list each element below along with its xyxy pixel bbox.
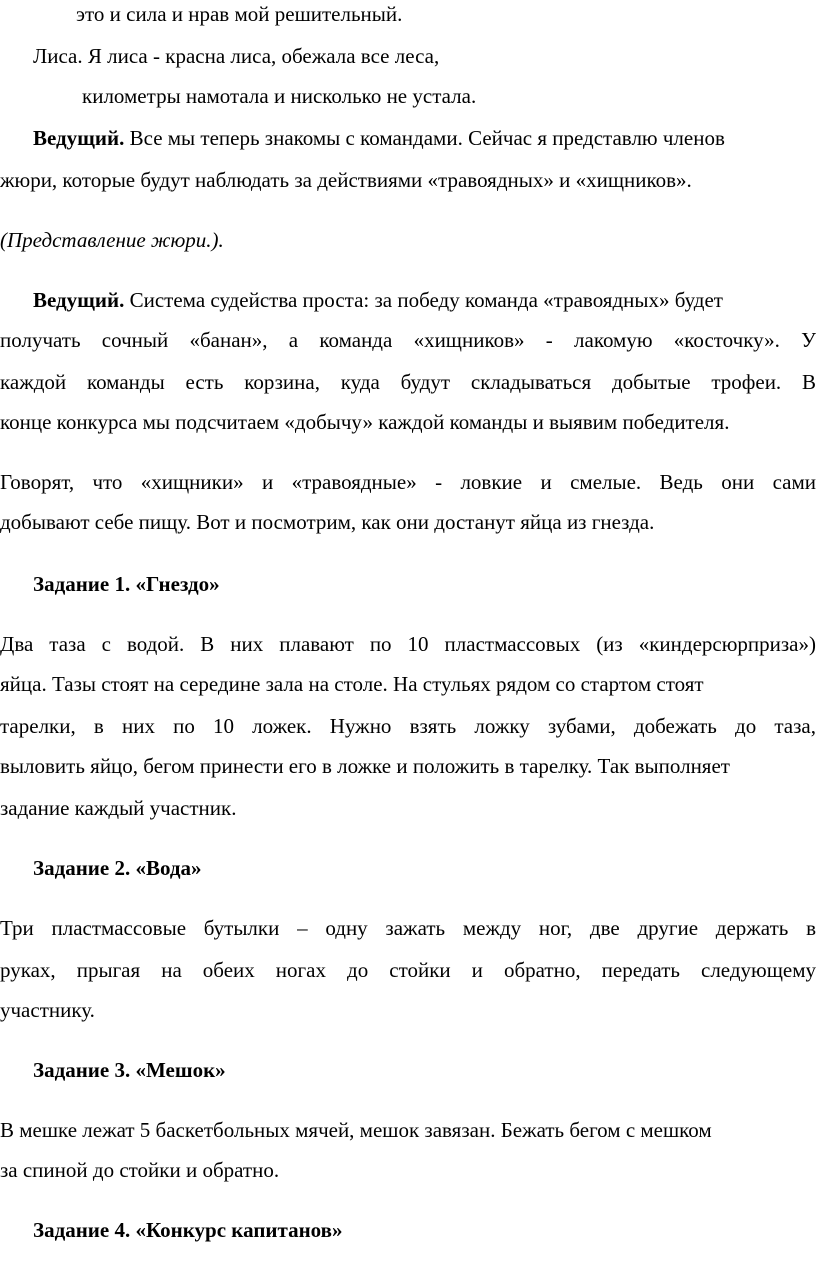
- task-1-line-1: Два таза с водой. В них плавают по 10 пластмассовых (из «киндерсюрприза»): [0, 632, 816, 656]
- task-3-line-1: В мешке лежат 5 баскетбольных мячей, мешок завязан. Бежать бегом с мешком: [0, 1118, 712, 1142]
- paragraph-2-line-1: [33, 286, 723, 314]
- task-1-line-4: выловить яйцо, бегом принести его в ложке и положить в тарелку. Так выполняет: [0, 754, 730, 778]
- task-4-title: Задание 4. «Конкурс капитанов»: [33, 1218, 343, 1242]
- paragraph-1-line-2: жюри, которые будут наблюдать за действиями «травоядных» и «хищников».: [0, 168, 692, 192]
- task-1-line-2: яйца. Тазы стоят на середине зала на столе. На стульях рядом со стартом стоят: [0, 672, 704, 696]
- task-1-line-5: задание каждый участник.: [0, 796, 237, 820]
- poem-line-2: Лиса. Я лиса - красна лиса, обежала все леса,: [33, 44, 440, 68]
- paragraph-3-line-1: Говорят, что «хищники» и «травоядные» - ловкие и смелые. Ведь они сами: [0, 470, 816, 494]
- task-3-title: Задание 3. «Мешок»: [33, 1058, 226, 1082]
- paragraph-2-line-3: каждой команды есть корзина, куда будут складываться добытые трофеи. В: [0, 370, 816, 394]
- paragraph-2-line-4: конце конкурса мы подсчитаем «добычу» каждой команды и выявим победителя.: [0, 410, 730, 434]
- poem-line-3: километры намотала и нисколько не устала.: [82, 84, 477, 108]
- task-2-line-2: руках, прыгая на обеих ногах до стойки и обратно, передать следующему: [0, 958, 816, 982]
- paragraph-2-line-2: получать сочный «банан», а команда «хищников» - лакомую «косточку». У: [0, 328, 816, 352]
- paragraph-2-text: Система судейства проста: за победу команда «травоядных» будет: [124, 288, 723, 312]
- paragraph-1-text: Все мы теперь знакомы с командами. Сейчас я представлю членов: [124, 126, 725, 150]
- poem-line-1: это и сила и нрав мой решительный.: [76, 2, 403, 26]
- paragraph-3-line-2: добывают себе пищу. Вот и посмотрим, как они достанут яйца из гнезда.: [0, 510, 655, 534]
- task-3-line-2: за спиной до стойки и обратно.: [0, 1158, 280, 1182]
- speaker-label: Ведущий.: [33, 126, 125, 150]
- task-2-line-1: Три пластмассовые бутылки – одну зажать между ног, две другие держать в: [0, 916, 816, 940]
- task-1-title: Задание 1. «Гнездо»: [33, 572, 220, 596]
- task-1-line-3: тарелки, в них по 10 ложек. Нужно взять ложку зубами, добежать до таза,: [0, 714, 816, 738]
- task-2-line-3: участнику.: [0, 998, 95, 1022]
- task-2-title: Задание 2. «Вода»: [33, 856, 202, 880]
- speaker-label: Ведущий.: [33, 288, 125, 312]
- paragraph-1-line-1: [33, 124, 725, 152]
- jury-note: (Представление жюри.).: [0, 228, 224, 252]
